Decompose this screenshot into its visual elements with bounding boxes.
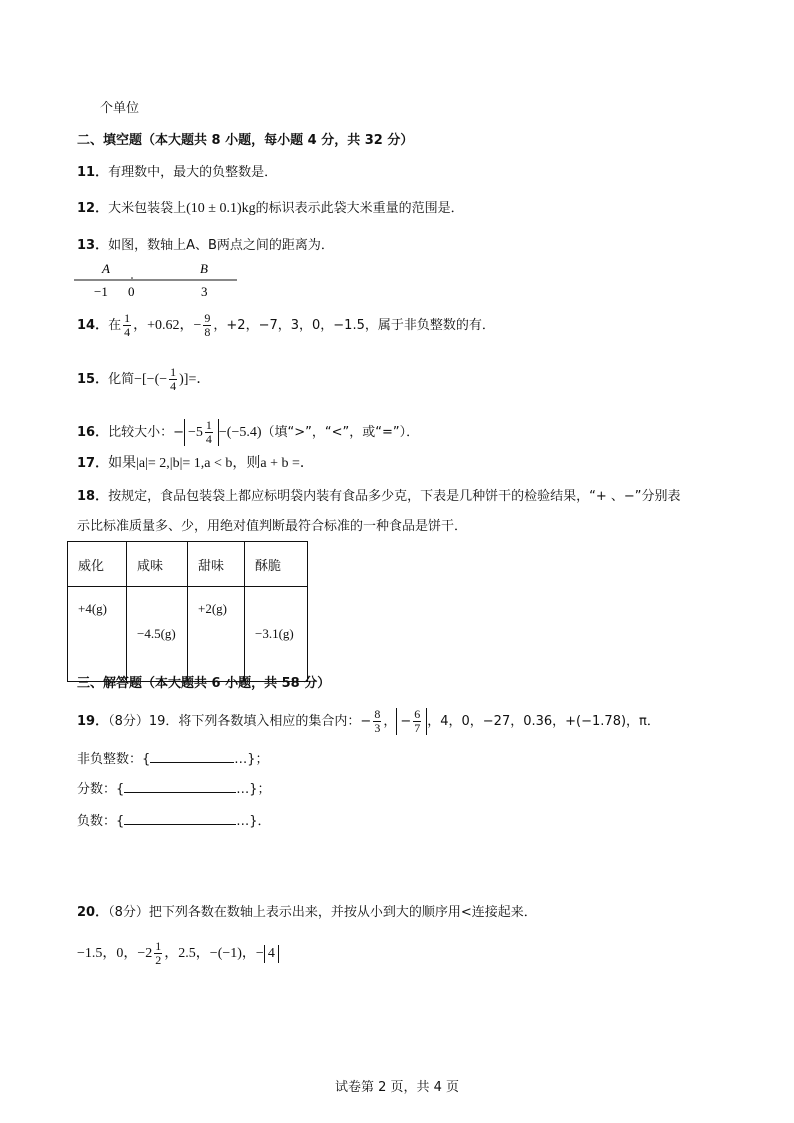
question-17 — [77, 455, 314, 473]
tick-label: 3 — [201, 284, 208, 299]
question-number: 20． — [77, 905, 109, 920]
table-cell: −3.1(g) — [245, 587, 308, 682]
answer-blank[interactable] — [124, 812, 236, 825]
question-number: 16． — [77, 425, 109, 440]
question-number: 13． — [77, 238, 109, 253]
math-expression: ，+0.62，− — [133, 318, 202, 333]
question-text: 按规定，食品包装袋上都应标明袋内装有食品多少克，下表是几种饼干的检验结果，“+ 、−”分别表 — [108, 489, 681, 504]
absolute-value — [184, 419, 219, 446]
table-cell: −4.5(g) — [127, 587, 188, 682]
inspection-table — [67, 541, 308, 682]
denominator: 4 — [124, 325, 131, 339]
math-expression: (10 ± 0.1)kg — [186, 201, 256, 216]
fraction — [373, 708, 381, 735]
question-text: ，4，0，−27，0.36，+(−1.78)，π． — [427, 714, 660, 729]
question-text: 的标识表示此袋大米重量的范围是． — [255, 201, 464, 216]
tick-label: −1 — [94, 284, 108, 299]
table-cell: +2(g) — [188, 587, 245, 682]
question-11 — [77, 164, 277, 182]
numerator: 1 — [170, 365, 177, 379]
question-text: 如图，数轴上A、B两点之间的距离为． — [108, 238, 334, 253]
set-label: 分数：{ — [77, 782, 125, 797]
question-text: 比较大小：− — [108, 425, 184, 440]
question-text: 化简 — [108, 372, 135, 387]
set-end: …}； — [236, 782, 271, 797]
section-3-heading: 三、解答题（本大题共 6 小题，共 58 分） — [77, 676, 331, 691]
fraction — [413, 708, 421, 735]
question-text: ，+2，−7，3，0，−1.5，属于非负整数的有． — [213, 318, 495, 333]
fraction — [169, 366, 177, 393]
question-text: 如果|a|= 2,|b|= 1,a < b，则a + b =． — [108, 456, 314, 471]
table-header-cell: 酥脆 — [245, 542, 308, 587]
math-expression: −1.5，0，−2 — [77, 946, 153, 961]
question-text: 大米包装袋上 — [108, 201, 187, 216]
set-label: 非负整数：{ — [77, 752, 151, 767]
answer-blank[interactable] — [150, 750, 234, 763]
fraction — [205, 419, 213, 446]
question-text: 在 — [108, 318, 122, 333]
denominator: 2 — [155, 953, 162, 967]
absolute-value: − $\frac{6}{7}$ — [396, 708, 427, 735]
question-text: （填“>”，“<”，或“=”）． — [261, 425, 420, 440]
denominator: 3 — [374, 721, 381, 735]
question-text: （8分）19．将下列各数填入相应的集合内：− — [108, 714, 372, 729]
page-footer: 试卷第 2 页，共 4 页 — [334, 1080, 460, 1095]
fraction — [203, 312, 211, 339]
table-header-cell: 甜味 — [188, 542, 245, 587]
table-header-cell: 咸味 — [127, 542, 188, 587]
question-number: 19． — [77, 714, 109, 729]
numerator: 1 — [124, 311, 131, 325]
question-20-numbers — [77, 940, 279, 967]
table-cell: +4(g) — [68, 587, 127, 682]
numerator: 9 — [204, 311, 211, 325]
denominator: 7 — [414, 721, 421, 735]
point-b-label: B — [200, 261, 208, 276]
question-16 — [77, 419, 419, 446]
question-14 — [77, 312, 495, 339]
question-18 — [77, 488, 680, 506]
fraction — [154, 940, 162, 967]
set-nonnegative-integers — [77, 750, 269, 769]
question-number: 15． — [77, 372, 109, 387]
table-header-row — [68, 542, 308, 587]
question-20 — [77, 904, 537, 922]
denominator: 8 — [204, 325, 211, 339]
question-number: 12． — [77, 201, 109, 216]
question-13 — [77, 237, 334, 255]
numerator: 8 — [374, 707, 381, 721]
question-text: （8分）把下列各数在数轴上表示出来，并按从小到大的顺序用<连接起来． — [108, 905, 537, 920]
question-number: 11． — [77, 165, 109, 180]
set-fractions — [77, 780, 271, 799]
set-end: …}． — [236, 814, 271, 829]
fraction — [123, 312, 131, 339]
math-expression: −5 — [188, 425, 203, 440]
set-negatives — [77, 812, 271, 831]
math-expression: −[−(− — [134, 372, 168, 387]
set-label: 负数：{ — [77, 814, 125, 829]
set-end: …}； — [234, 752, 269, 767]
denominator: 4 — [205, 432, 212, 446]
origin-tick — [131, 277, 133, 279]
denominator: 4 — [170, 379, 177, 393]
table-header-cell: 威化 — [68, 542, 127, 587]
question-15 — [77, 366, 210, 393]
answer-blank[interactable] — [124, 780, 236, 793]
numerator: 6 — [414, 707, 421, 721]
number-line-figure — [72, 260, 247, 302]
section-2-heading: 二、填空题（本大题共 8 小题，每小题 4 分，共 32 分） — [77, 133, 414, 148]
point-a-label: A — [102, 261, 110, 276]
question-19: 19．（8分）19．将下列各数填入相应的集合内：− $\frac{8}{3}$ ， − $\frac{6}{7}$ ，4，0，−27，0.36，+(−1.78)，π． — [77, 707, 660, 735]
numerator: 1 — [155, 939, 162, 953]
continuation-text: 个单位 — [100, 101, 140, 116]
numerator: 1 — [205, 418, 212, 432]
absolute-value: 4 — [264, 945, 279, 963]
math-expression: )]=． — [179, 372, 211, 387]
question-number: 17． — [77, 456, 109, 471]
table-row — [68, 587, 308, 682]
question-text: 有理数中，最大的负整数是． — [108, 165, 278, 180]
question-18-continued: 示比标准质量多、少，用绝对值判断最符合标准的一种食品是饼干． — [77, 519, 468, 534]
math-expression: ，2.5，−(−1)，− — [164, 946, 264, 961]
tick-label: 0 — [128, 284, 135, 299]
question-number: 18． — [77, 489, 109, 504]
math-expression: −(−5.4) — [218, 425, 262, 440]
question-12 — [77, 200, 464, 218]
question-number: 14． — [77, 318, 109, 333]
